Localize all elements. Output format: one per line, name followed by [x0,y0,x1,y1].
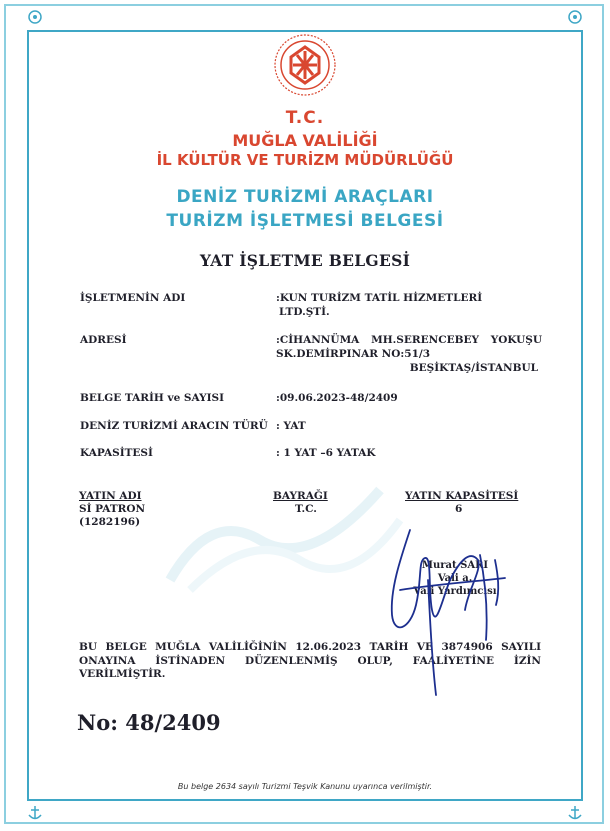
ministry-emblem-icon [273,33,337,97]
address-label: ADRESİ [80,334,127,346]
governorship-heading: MUĞLA VALİLİĞİ [232,131,378,150]
corner-ornament-icon [26,8,44,26]
certificate-title-line1: DENİZ TURİZMİ ARAÇLARI [176,187,434,207]
address-line3: BEŞİKTAŞ/İSTANBUL [409,362,538,374]
signatory-role-line1: Vali a. [437,573,473,584]
operator-label: İŞLETMENİN ADI [80,292,186,304]
footer-note: Bu belge 2634 sayılı Turizmi Teşvik Kanunu uyarınca verilmiştir. [177,782,433,791]
date-value: :09.06.2023-48/2409 [276,392,398,404]
document-subtitle: YAT İŞLETME BELGESİ [199,251,411,270]
capacity-label: KAPASİTESİ [80,447,153,459]
flag-header: BAYRAĞI [273,490,328,502]
anchor-icon [566,804,584,822]
anchor-icon [26,804,44,822]
republic-label: T.C. [285,108,325,128]
vehicle-type-label: DENİZ TURİZMİ ARACIN TÜRÜ [80,420,268,432]
directorate-heading: İL KÜLTÜR VE TURİZM MÜDÜRLÜĞÜ [156,151,454,169]
yacht-name-value: Sİ PATRON [79,503,146,515]
date-label: BELGE TARİH ve SAYISI [80,392,225,404]
capacity-value: : 1 YAT –6 YATAK [276,447,376,459]
yacht-name-header: YATIN ADI [79,490,142,502]
approval-line3: VERİLMİŞTİR. [79,668,166,680]
flag-value: T.C. [295,503,317,515]
certificate-title-line2: TURİZM İŞLETMESİ BELGESİ [166,211,444,231]
approval-line1: BU BELGE MUĞLA VALİLİĞİNİN 12.06.2023 TARİH VE 3874906 SAYILI [79,641,541,653]
handwritten-signature [370,520,530,700]
vehicle-type-value: : YAT [276,420,306,432]
corner-ornament-icon [566,8,584,26]
approval-line2: ONAYINA İSTİNADEN DÜZENLENMİŞ OLUP, FAALİYETİNE İZİN [79,654,541,667]
address-line1: :CİHANNÜMA MH.SERENCEBEY YOKUŞU [276,334,542,346]
yacht-registration: (1282196) [79,516,141,528]
signatory-name: Murat SARI [421,560,489,571]
signatory-role-line2: Vali Yardımcısı [413,586,497,597]
address-line2: SK.DEMİRPINAR NO:51/3 [276,348,431,360]
operator-name-line2: LTD.ŞTİ. [279,306,330,318]
yacht-capacity-header: YATIN KAPASİTESİ [405,490,519,502]
operator-name-line1: :KUN TURİZM TATİL HİZMETLERİ [276,292,483,304]
document-number: No: 48/2409 [77,710,221,735]
yacht-capacity-value: 6 [455,503,463,515]
